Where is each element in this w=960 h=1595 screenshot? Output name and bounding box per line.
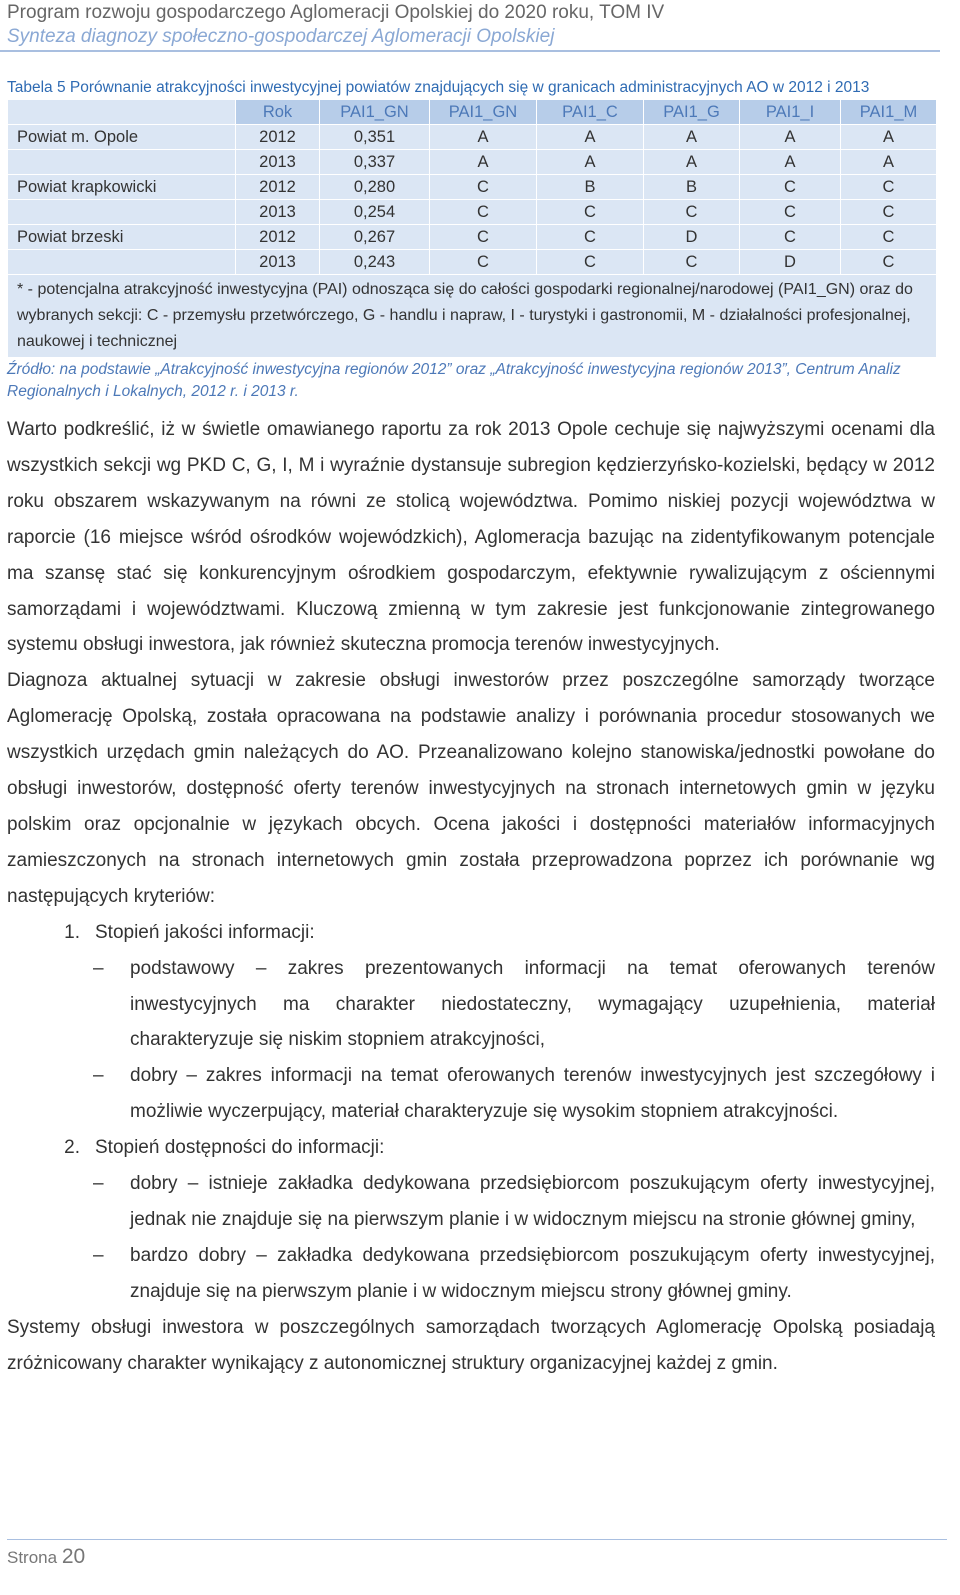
table-header-cell: PAI1_GN bbox=[430, 100, 537, 125]
table-header-row bbox=[8, 100, 937, 125]
table-cell: A bbox=[740, 125, 841, 150]
list-number: 2. bbox=[64, 1137, 80, 1159]
paragraph: Warto podkreślić, iż w świetle omawianego raportu za rok 2013 Opole cechuje się najwyższymi ocenami dla wszystkich sekcji wg PKD C, G, I, M i wyraźnie dystansuje subregion kędzierzyńsko-kozielski, będący w 2012 roku obszarem wskazywanym na równi ze stolicą województwa. Pomimo niskiej pozycji województwa w raporcie (16 miejsce wśród ośrodków wojewódzkich), Aglomeracja bazując na zidentyfikowanym potencjale ma szansę stać się konkurencyjnym ośrodkiem gospodarczym, efektywnie rywalizującym z ościennymi samorządami i województwami. Kluczową zmienną w tym zakresie jest funkcjonowanie zintegrowanego systemu obsługi inwestora, jak również skuteczna promocja terenów inwestycyjnych. bbox=[7, 419, 935, 656]
table-cell: A bbox=[841, 125, 937, 150]
table-cell: C bbox=[537, 200, 644, 225]
table-cell: C bbox=[644, 200, 740, 225]
table-cell: 0,351 bbox=[320, 125, 430, 150]
table-cell: C bbox=[430, 250, 537, 275]
table-header-cell: PAI1_I bbox=[740, 100, 841, 125]
table-header-cell: PAI1_C bbox=[537, 100, 644, 125]
table-cell: C bbox=[841, 225, 937, 250]
table-row bbox=[8, 125, 937, 150]
table-cell: 2013 bbox=[236, 250, 320, 275]
dash-marker: – bbox=[93, 957, 104, 979]
table-cell: B bbox=[644, 175, 740, 200]
table-cell: A bbox=[740, 150, 841, 175]
district-name-cell: Powiat brzeski bbox=[8, 225, 236, 250]
table-cell: C bbox=[740, 175, 841, 200]
list-item-text: podstawowy – zakres prezentowanych informacji na temat oferowanych terenów inwestycyjnych ma charakter niedostateczny, wymagający uzupełnienia, materiał charakteryzuje się niskim stopniem atrakcyjności, bbox=[130, 957, 935, 1051]
header-subtitle: Synteza diagnozy społeczno-gospodarczej Aglomeracji Opolskiej bbox=[7, 26, 555, 47]
table-source: Źródło: na podstawie „Atrakcyjność inwestycyjna regionów 2012” oraz „Atrakcyjność inwestycyjna regionów 2013”, Centrum Analiz Regionalnych i Lokalnych, 2012 r. i 2013 r. bbox=[7, 361, 901, 400]
dash-marker: – bbox=[93, 1173, 104, 1195]
criteria-title: Stopień dostępności do informacji: bbox=[95, 1137, 385, 1159]
table-cell: D bbox=[644, 225, 740, 250]
table-cell: 0,243 bbox=[320, 250, 430, 275]
investment-attractiveness-table bbox=[7, 99, 937, 358]
table-cell: 0,337 bbox=[320, 150, 430, 175]
criteria-item bbox=[7, 1130, 935, 1166]
table-cell: 2013 bbox=[236, 200, 320, 225]
district-name-cell: Powiat m. Opole bbox=[8, 125, 236, 150]
table-cell: A bbox=[644, 150, 740, 175]
paragraph: Diagnoza aktualnej sytuacji w zakresie obsługi inwestorów przez poszczególne samorządy tworzące Aglomerację Opolską, została opracowana na podstawie analizy i porównania procedur stosowanych we wszystkich urzędach gmin należących do AO. Przeanalizowano kolejno stanowiska/jednostki powołane do obsługi inwestorów, dostępność oferty terenów inwestycyjnych na stronach internetowych gmin w języku polskim oraz opcjonalnie w językach obcych. Ocena jakości i dostępności materiałów informacyjnych zamieszczonych na stronach internetowych gmin została przeprowadzona poprzez ich porównanie wg następujących kryteriów: bbox=[7, 670, 935, 907]
table-row bbox=[8, 250, 937, 275]
table-row bbox=[8, 225, 937, 250]
table-cell: C bbox=[841, 250, 937, 275]
list-item-text: dobry – zakres informacji na temat oferowanych terenów inwestycyjnych jest szczegółowy i możliwie wyczerpujący, materiał charakteryzuje się wysokim stopniem atrakcyjności. bbox=[130, 1065, 935, 1123]
criteria-item bbox=[7, 915, 935, 951]
page-footer bbox=[7, 1545, 85, 1569]
district-name-cell: Powiat krapkowicki bbox=[8, 175, 236, 200]
header-title: Program rozwoju gospodarczego Aglomeracji Opolskiej do 2020 roku, TOM IV bbox=[7, 2, 665, 23]
list-item bbox=[7, 951, 935, 1059]
district-name-cell bbox=[8, 150, 236, 175]
list-item-text: dobry – istnieje zakładka dedykowana przedsiębiorcom poszukującym oferty inwestycyjnej, jednak nie znajduje się na pierwszym planie i w widocznym miejscu na stronie głównej gminy, bbox=[130, 1173, 935, 1230]
table-caption: Tabela 5 Porównanie atrakcyjności inwestycyjnej powiatów znajdujących się w granicach administracyjnych AO w 2012 i 2013 bbox=[7, 79, 870, 96]
table-row bbox=[8, 175, 937, 200]
table-cell: A bbox=[841, 150, 937, 175]
table-cell: 0,254 bbox=[320, 200, 430, 225]
table-cell: C bbox=[841, 200, 937, 225]
table-cell: 2012 bbox=[236, 175, 320, 200]
table-cell: B bbox=[537, 175, 644, 200]
table-cell: 2012 bbox=[236, 125, 320, 150]
table-cell: C bbox=[841, 175, 937, 200]
dash-marker: – bbox=[93, 1244, 104, 1266]
table-cell: C bbox=[537, 250, 644, 275]
table-cell: C bbox=[740, 225, 841, 250]
table-cell: A bbox=[430, 150, 537, 175]
table-note-row bbox=[8, 275, 937, 358]
table-cell: D bbox=[740, 250, 841, 275]
table-cell: A bbox=[537, 125, 644, 150]
list-item bbox=[7, 1058, 935, 1130]
table-header-cell: Rok bbox=[236, 100, 320, 125]
table-header-cell: PAI1_GN bbox=[320, 100, 430, 125]
dash-marker: – bbox=[93, 1065, 104, 1087]
table-cell: C bbox=[430, 175, 537, 200]
body-text bbox=[7, 412, 935, 1381]
table-cell: C bbox=[430, 225, 537, 250]
district-name-cell bbox=[8, 200, 236, 225]
page-label: Strona bbox=[7, 1548, 58, 1567]
table-cell: A bbox=[644, 125, 740, 150]
table-cell: C bbox=[430, 200, 537, 225]
table-row bbox=[8, 150, 937, 175]
list-item bbox=[7, 1166, 935, 1238]
page-number: 20 bbox=[61, 1545, 86, 1568]
table-cell: A bbox=[537, 150, 644, 175]
table-header-cell: PAI1_M bbox=[841, 100, 937, 125]
table-note: * - potencjalna atrakcyjność inwestycyjna (PAI) odnosząca się do całości gospodarki regionalnej/narodowej (PAI1_GN) oraz do wybranych sekcji: C - przemysłu przetwórczego, G - handlu i napraw, I - turystyki i gastronomii, M - działalności profesjonalnej, naukowej i technicznej bbox=[8, 275, 937, 358]
criteria-title: Stopień jakości informacji: bbox=[95, 921, 315, 943]
page-header bbox=[7, 0, 953, 49]
table-cell: C bbox=[644, 250, 740, 275]
table-header-cell bbox=[8, 100, 236, 125]
table-cell: A bbox=[430, 125, 537, 150]
table-cell: 2012 bbox=[236, 225, 320, 250]
district-name-cell bbox=[8, 250, 236, 275]
footer-divider bbox=[7, 1539, 947, 1540]
table-cell: C bbox=[537, 225, 644, 250]
list-number: 1. bbox=[64, 921, 80, 943]
table-cell: 2013 bbox=[236, 150, 320, 175]
header-divider bbox=[0, 50, 940, 52]
table-cell: 0,267 bbox=[320, 225, 430, 250]
table-row bbox=[8, 200, 937, 225]
table-cell: C bbox=[740, 200, 841, 225]
table-cell: 0,280 bbox=[320, 175, 430, 200]
paragraph: Systemy obsługi inwestora w poszczególnych samorządach tworzących Aglomerację Opolską posiadają zróżnicowany charakter wynikający z autonomicznej struktury organizacyjnej każdej z gmin. bbox=[7, 1316, 935, 1374]
table-header-cell: PAI1_G bbox=[644, 100, 740, 125]
list-item-text: bardzo dobry – zakładka dedykowana przedsiębiorcom poszukującym oferty inwestycyjnej, znajduje się na pierwszym planie i w widocznym miejscu strony głównej gminy. bbox=[130, 1244, 935, 1302]
list-item bbox=[7, 1238, 935, 1310]
